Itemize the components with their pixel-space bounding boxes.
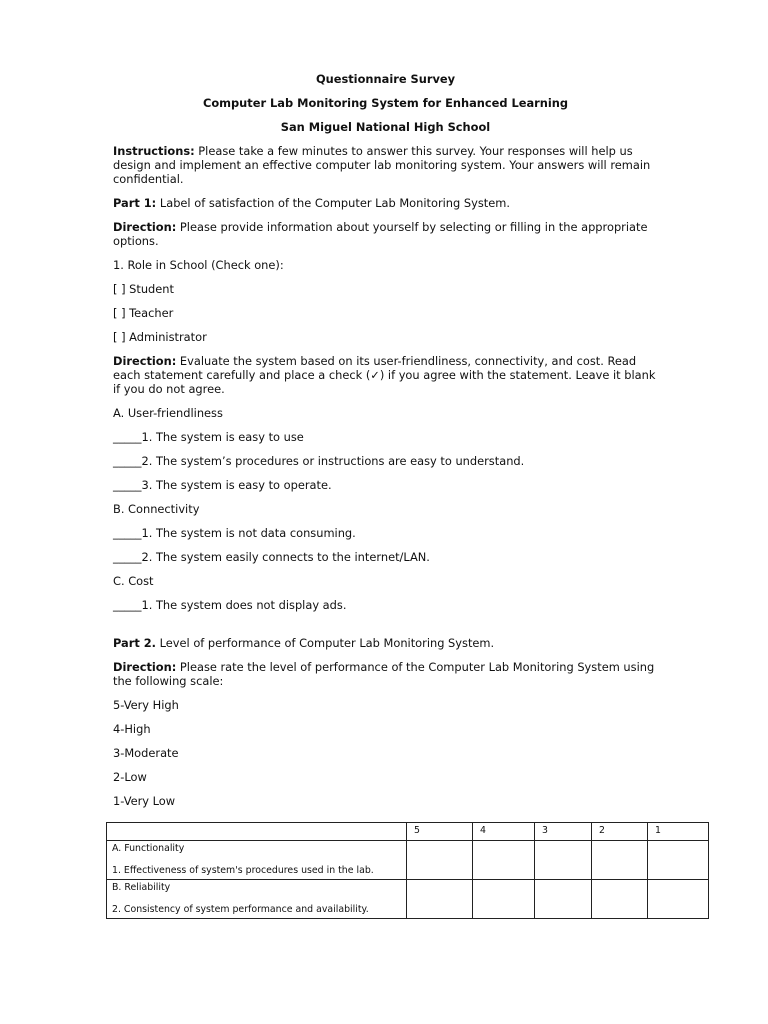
criterion-cell	[107, 841, 407, 880]
rating-cell-5[interactable]	[407, 841, 473, 880]
rating-cell-2[interactable]	[592, 880, 648, 919]
table-header-row	[107, 823, 709, 841]
direction-text: Evaluate the system based on its user-friendliness, connectivity, and cost. Read each statement carefully and place a check (✓) if you agree with the statement. Leave it blank if you do not agree.	[113, 354, 656, 396]
part1-label: Part 1:	[113, 196, 157, 210]
criterion-category: B. Reliability	[112, 882, 171, 893]
direction-text: Please provide information about yourself by selecting or filling in the appropriate options.	[113, 220, 648, 248]
criterion-text: 1. Effectiveness of system's procedures used in the lab.	[112, 865, 374, 876]
part2-text: Level of performance of Computer Lab Monitoring System.	[156, 636, 495, 650]
statement-item: _____3. The system is easy to operate.	[113, 478, 332, 492]
statement-item: _____2. The system’s procedures or instructions are easy to understand.	[113, 454, 525, 468]
part2-heading	[113, 636, 658, 650]
header-cell-4: 4	[473, 823, 535, 841]
school-name: San Miguel National High School	[280, 120, 491, 134]
role-question: 1. Role in School (Check one):	[113, 258, 284, 272]
instructions-text: Please take a few minutes to answer this survey. Your responses will help us design and implement an effective computer lab monitoring system. Your answers will remain confidential.	[113, 144, 651, 186]
part1-direction-1	[113, 220, 658, 248]
rating-cell-1[interactable]	[648, 841, 709, 880]
rating-table	[106, 822, 709, 919]
header-cell-1: 1	[648, 823, 709, 841]
part1-heading	[113, 196, 658, 210]
rating-cell-1[interactable]	[648, 880, 709, 919]
rating-cell-4[interactable]	[473, 841, 535, 880]
role-option-administrator: [ ] Administrator	[113, 330, 207, 344]
direction-label: Direction:	[113, 220, 177, 234]
direction-label: Direction:	[113, 660, 177, 674]
part2-direction	[113, 660, 658, 688]
scale-item-5: 5-Very High	[113, 698, 179, 712]
header-cell-2: 2	[592, 823, 648, 841]
rating-cell-5[interactable]	[407, 880, 473, 919]
criterion-category: A. Functionality	[112, 843, 185, 854]
header-cell-5: 5	[407, 823, 473, 841]
section-heading-user-friendliness: A. User-friendliness	[113, 406, 223, 420]
part1-text: Label of satisfaction of the Computer Lab Monitoring System.	[156, 196, 510, 210]
statement-item: _____1. The system does not display ads.	[113, 598, 347, 612]
document-title: Questionnaire Survey	[315, 72, 456, 86]
part1-direction-2	[113, 354, 658, 396]
section-heading-connectivity: B. Connectivity	[113, 502, 200, 516]
rating-cell-3[interactable]	[535, 880, 592, 919]
scale-item-3: 3-Moderate	[113, 746, 179, 760]
role-option-teacher: [ ] Teacher	[113, 306, 174, 320]
rating-cell-3[interactable]	[535, 841, 592, 880]
header-cell-criteria	[107, 823, 407, 841]
document-subtitle: Computer Lab Monitoring System for Enhanced Learning	[202, 96, 569, 110]
spacer	[113, 622, 658, 636]
document-page	[113, 72, 658, 818]
direction-label: Direction:	[113, 354, 177, 368]
scale-item-2: 2-Low	[113, 770, 147, 784]
criterion-cell	[107, 880, 407, 919]
scale-item-4: 4-High	[113, 722, 151, 736]
table-row	[107, 880, 709, 919]
rating-cell-4[interactable]	[473, 880, 535, 919]
scale-item-1: 1-Very Low	[113, 794, 176, 808]
header-cell-3: 3	[535, 823, 592, 841]
instructions-label: Instructions:	[113, 144, 195, 158]
statement-item: _____2. The system easily connects to the internet/LAN.	[113, 550, 430, 564]
table-row	[107, 841, 709, 880]
statement-item: _____1. The system is not data consuming.	[113, 526, 356, 540]
instructions-paragraph	[113, 144, 658, 186]
rating-cell-2[interactable]	[592, 841, 648, 880]
role-option-student: [ ] Student	[113, 282, 174, 296]
criterion-text: 2. Consistency of system performance and availability.	[112, 904, 369, 915]
section-heading-cost: C. Cost	[113, 574, 154, 588]
part2-label: Part 2.	[113, 636, 157, 650]
direction-text: Please rate the level of performance of the Computer Lab Monitoring System using the following scale:	[113, 660, 655, 688]
statement-item: _____1. The system is easy to use	[113, 430, 304, 444]
